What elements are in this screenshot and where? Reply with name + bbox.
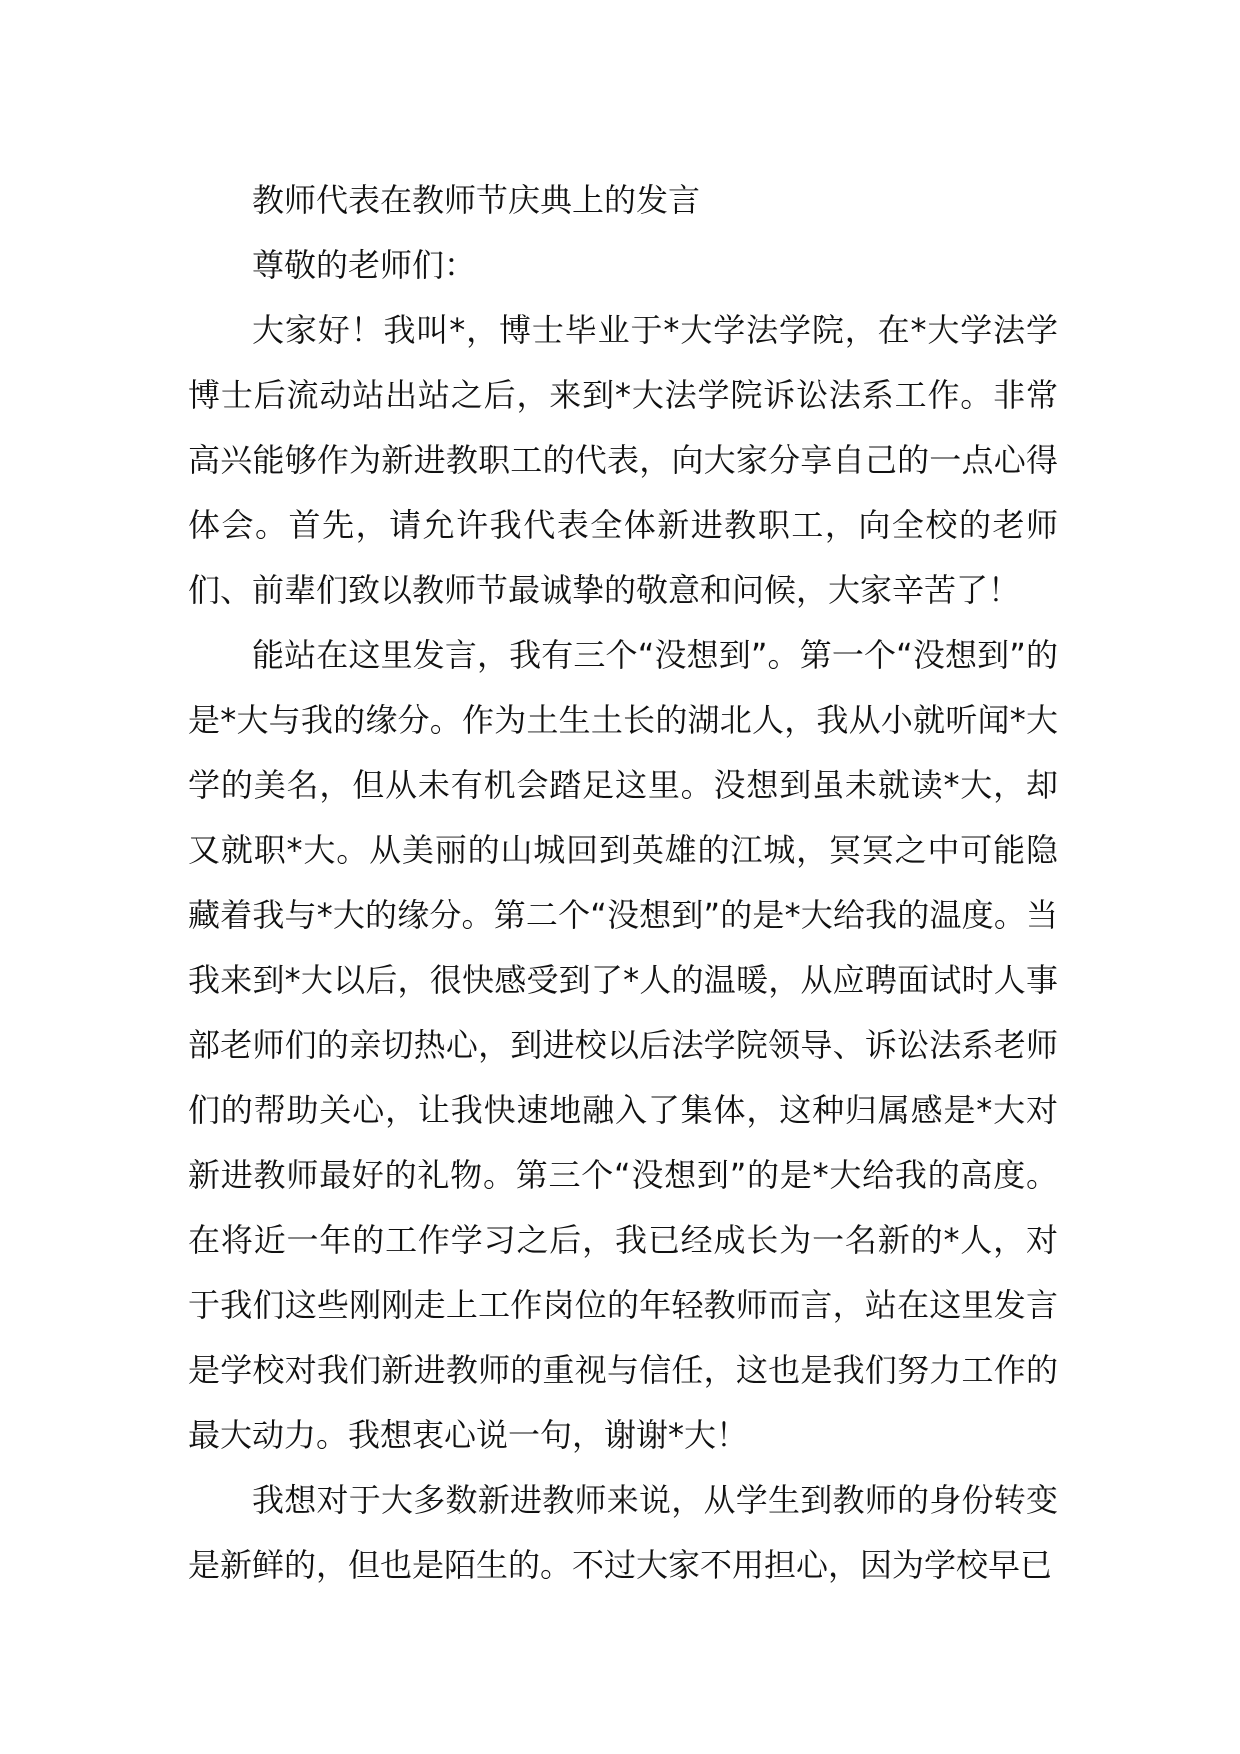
paragraph-2: 能站在这里发言，我有三个“没想到”。第一个“没想到”的是*大与我的缘分。作为土生土长的湖北人，我从小就听闻*大学的美名，但从未有机会踏足这里。没想到虽未就读*大，却又就职*大。从美丽的山城回到英雄的江城，冥冥之中可能隐藏着我与*大的缘分。第二个“没想到”的是*大给我的温度。当我来到*大以后，很快感受到了*人的温暖，从应聘面试时人事部老师们的亲切热心，到进校以后法学院领导、诉讼法系老师们的帮助关心，让我快速地融入了集体，这种归属感是*大对新进教师最好的礼物。第三个“没想到”的是*大给我的高度。在将近一年的工作学习之后，我已经成长为一名新的*人，对于我们这些刚刚走上工作岗位的年轻教师而言，站在这里发言是学校对我们新进教师的重视与信任，这也是我们努力工作的最大动力。我想衷心说一句，谢谢*大！ bbox=[188, 636, 1058, 1454]
salutation: 尊敬的老师们： bbox=[252, 246, 477, 284]
paragraph-1: 大家好！我叫*，博士毕业于*大学法学院，在*大学法学博士后流动站出站之后，来到*大法学院诉讼法系工作。非常高兴能够作为新进教职工的代表，向大家分享自己的一点心得体会。首先，请允许我代表全体新进教职工，向全校的老师们、前辈们致以教师节最诚挚的敬意和问候，大家辛苦了！ bbox=[188, 311, 1058, 609]
document-title: 教师代表在教师节庆典上的发言 bbox=[252, 181, 701, 219]
document-page bbox=[188, 168, 1058, 1598]
paragraph-3: 我想对于大多数新进教师来说，从学生到教师的身份转变是新鲜的，但也是陌生的。不过大家不用担心，因为学校早已 bbox=[188, 1481, 1058, 1584]
